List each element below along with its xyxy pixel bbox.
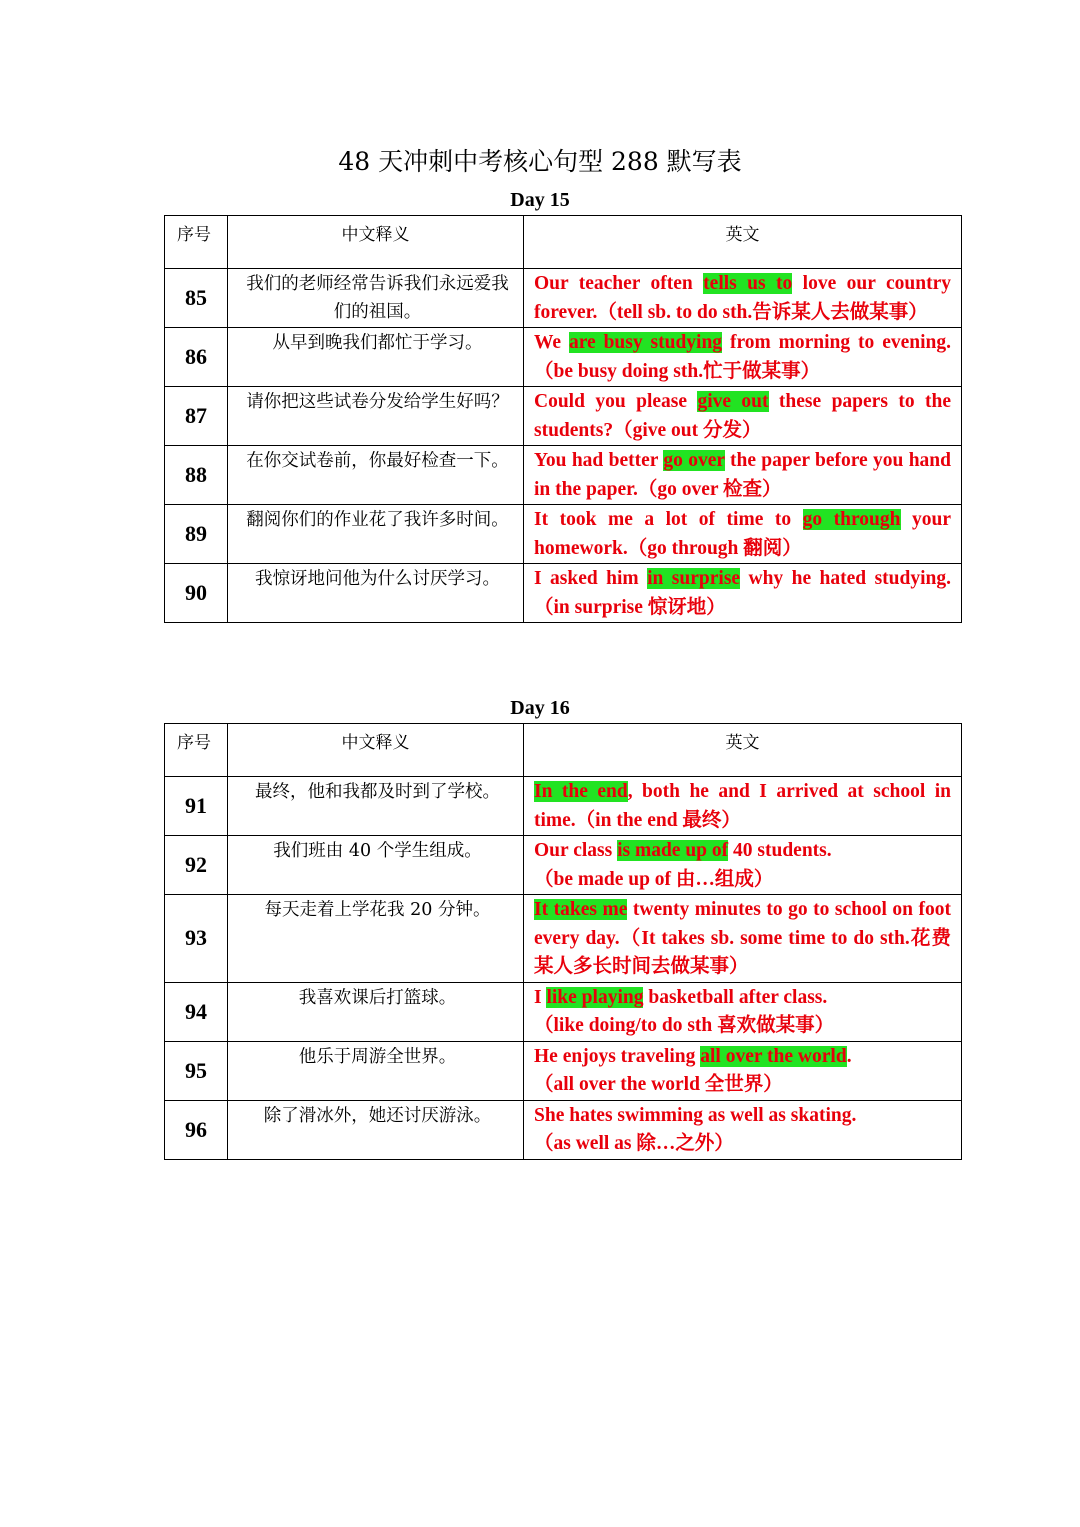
row-number: 96 xyxy=(165,1100,228,1159)
row-number: 91 xyxy=(165,777,228,836)
table-row xyxy=(165,777,962,836)
english-sentence xyxy=(524,1100,962,1159)
chinese-meaning: 最终，他和我都及时到了学校。 xyxy=(228,777,524,836)
header-chinese: 中文释义 xyxy=(228,724,524,777)
sentence-text: （as well as 除…之外） xyxy=(534,1133,734,1154)
highlighted-phrase: It takes me xyxy=(534,899,628,920)
chinese-meaning: 除了滑冰外，她还讨厌游泳。 xyxy=(228,1100,524,1159)
header-seq: 序号 xyxy=(165,216,228,269)
english-sentence xyxy=(524,895,962,983)
sentence-text: It took me a lot of time to xyxy=(534,509,803,530)
sentence-text: your homework.（go through 翻阅） xyxy=(534,509,952,559)
english-sentence xyxy=(524,328,962,387)
day-15-body xyxy=(165,269,962,623)
highlighted-phrase: tells us to xyxy=(703,273,793,294)
highlighted-phrase: give out xyxy=(697,391,769,412)
row-number: 87 xyxy=(165,387,228,446)
english-sentence xyxy=(524,269,962,328)
sentence-text: Could you please xyxy=(534,391,698,412)
english-sentence xyxy=(524,387,962,446)
row-number: 85 xyxy=(165,269,228,328)
table-row xyxy=(165,269,962,328)
highlighted-phrase: In the end xyxy=(534,781,628,802)
table-row xyxy=(165,446,962,505)
highlighted-phrase: is made up of xyxy=(617,840,729,861)
sentence-text: why he hated studying.（in surprise 惊讶地） xyxy=(534,568,951,618)
english-sentence xyxy=(524,564,962,623)
header-chinese: 中文释义 xyxy=(228,216,524,269)
table-row xyxy=(165,836,962,895)
table-row xyxy=(165,1100,962,1159)
header-row xyxy=(165,724,962,777)
table-row xyxy=(165,895,962,983)
table-row xyxy=(165,982,962,1041)
english-sentence xyxy=(524,1041,962,1100)
highlighted-phrase: go over xyxy=(663,450,725,471)
sentence-text: （all over the world 全世界） xyxy=(534,1074,783,1095)
sentence-text: these papers to the students?（give out 分发） xyxy=(534,391,951,441)
row-number: 90 xyxy=(165,564,228,623)
day-16-table xyxy=(164,723,962,1160)
chinese-meaning: 每天走着上学花我 20 分钟。 xyxy=(228,895,524,983)
day-15-label: Day 15 xyxy=(510,189,570,211)
sentence-text: He enjoys traveling xyxy=(534,1045,701,1067)
english-sentence xyxy=(524,446,962,505)
sentence-text: （be made up of 由…组成） xyxy=(534,868,774,890)
day-16-label: Day 16 xyxy=(510,697,570,719)
sentence-text: 40 students. xyxy=(728,840,832,861)
table-row xyxy=(165,1041,962,1100)
sentence-text: I xyxy=(534,986,547,1008)
chinese-meaning: 我们班由 40 个学生组成。 xyxy=(228,836,524,895)
header-seq: 序号 xyxy=(165,724,228,777)
sentence-text: We xyxy=(534,332,569,353)
highlighted-phrase: like playing xyxy=(546,986,644,1008)
table-row xyxy=(165,564,962,623)
day-16-body xyxy=(165,777,962,1160)
sentence-text: love our country forever.（tell sb. to do sth.告诉某人去做某事） xyxy=(534,273,951,323)
chinese-meaning: 我们的老师经常告诉我们永远爱我们的祖国。 xyxy=(228,269,524,328)
day-15-table xyxy=(164,215,962,623)
english-sentence xyxy=(524,505,962,564)
chinese-meaning: 我惊讶地问他为什么讨厌学习。 xyxy=(228,564,524,623)
highlighted-phrase: are busy studying xyxy=(568,332,723,353)
row-number: 86 xyxy=(165,328,228,387)
row-number: 89 xyxy=(165,505,228,564)
sentence-text: basketball after class. xyxy=(643,986,828,1008)
english-sentence xyxy=(524,836,962,895)
chinese-meaning: 他乐于周游全世界。 xyxy=(228,1041,524,1100)
header-english: 英文 xyxy=(524,724,962,777)
sentence-text: （like doing/to do sth 喜欢做某事） xyxy=(534,1015,835,1036)
row-number: 93 xyxy=(165,895,228,983)
english-sentence xyxy=(524,777,962,836)
row-number: 92 xyxy=(165,836,228,895)
sentence-text: Our class xyxy=(534,840,618,861)
table-row xyxy=(165,328,962,387)
sentence-text: from morning to evening.（be busy doing sth.忙于做某事） xyxy=(534,332,951,382)
chinese-meaning: 请你把这些试卷分发给学生好吗？ xyxy=(228,387,524,446)
header-row xyxy=(165,216,962,269)
row-number: 94 xyxy=(165,982,228,1041)
row-number: 95 xyxy=(165,1041,228,1100)
sentence-text: twenty minutes to go to school on foot every day.（It takes sb. some time to do sth.花费某人多长时间去做某事） xyxy=(534,899,951,977)
table-row xyxy=(165,387,962,446)
chinese-meaning: 我喜欢课后打篮球。 xyxy=(228,982,524,1041)
highlighted-phrase: all over the world xyxy=(700,1045,847,1067)
chinese-meaning: 在你交试卷前，你最好检查一下。 xyxy=(228,446,524,505)
sentence-text: . xyxy=(846,1045,852,1067)
header-english: 英文 xyxy=(524,216,962,269)
row-number: 88 xyxy=(165,446,228,505)
sentence-text: I asked him xyxy=(534,568,648,589)
english-sentence xyxy=(524,982,962,1041)
sentence-text: , both he and I arrived at school in time.（in the end 最终） xyxy=(534,781,951,831)
table-row xyxy=(165,505,962,564)
chinese-meaning: 从早到晚我们都忙于学习。 xyxy=(228,328,524,387)
sentence-text: You had better xyxy=(534,450,664,471)
sentence-text: She hates swimming as well as skating. xyxy=(534,1104,857,1126)
chinese-meaning: 翻阅你们的作业花了我许多时间。 xyxy=(228,505,524,564)
highlighted-phrase: go through xyxy=(802,509,901,530)
page-title: 48 天冲刺中考核心句型 288 默写表 xyxy=(338,147,742,176)
sentence-text: the paper before you hand in the paper.（go over 检查） xyxy=(534,450,951,500)
highlighted-phrase: in surprise xyxy=(647,568,741,589)
sentence-text: Our teacher often xyxy=(534,273,704,294)
